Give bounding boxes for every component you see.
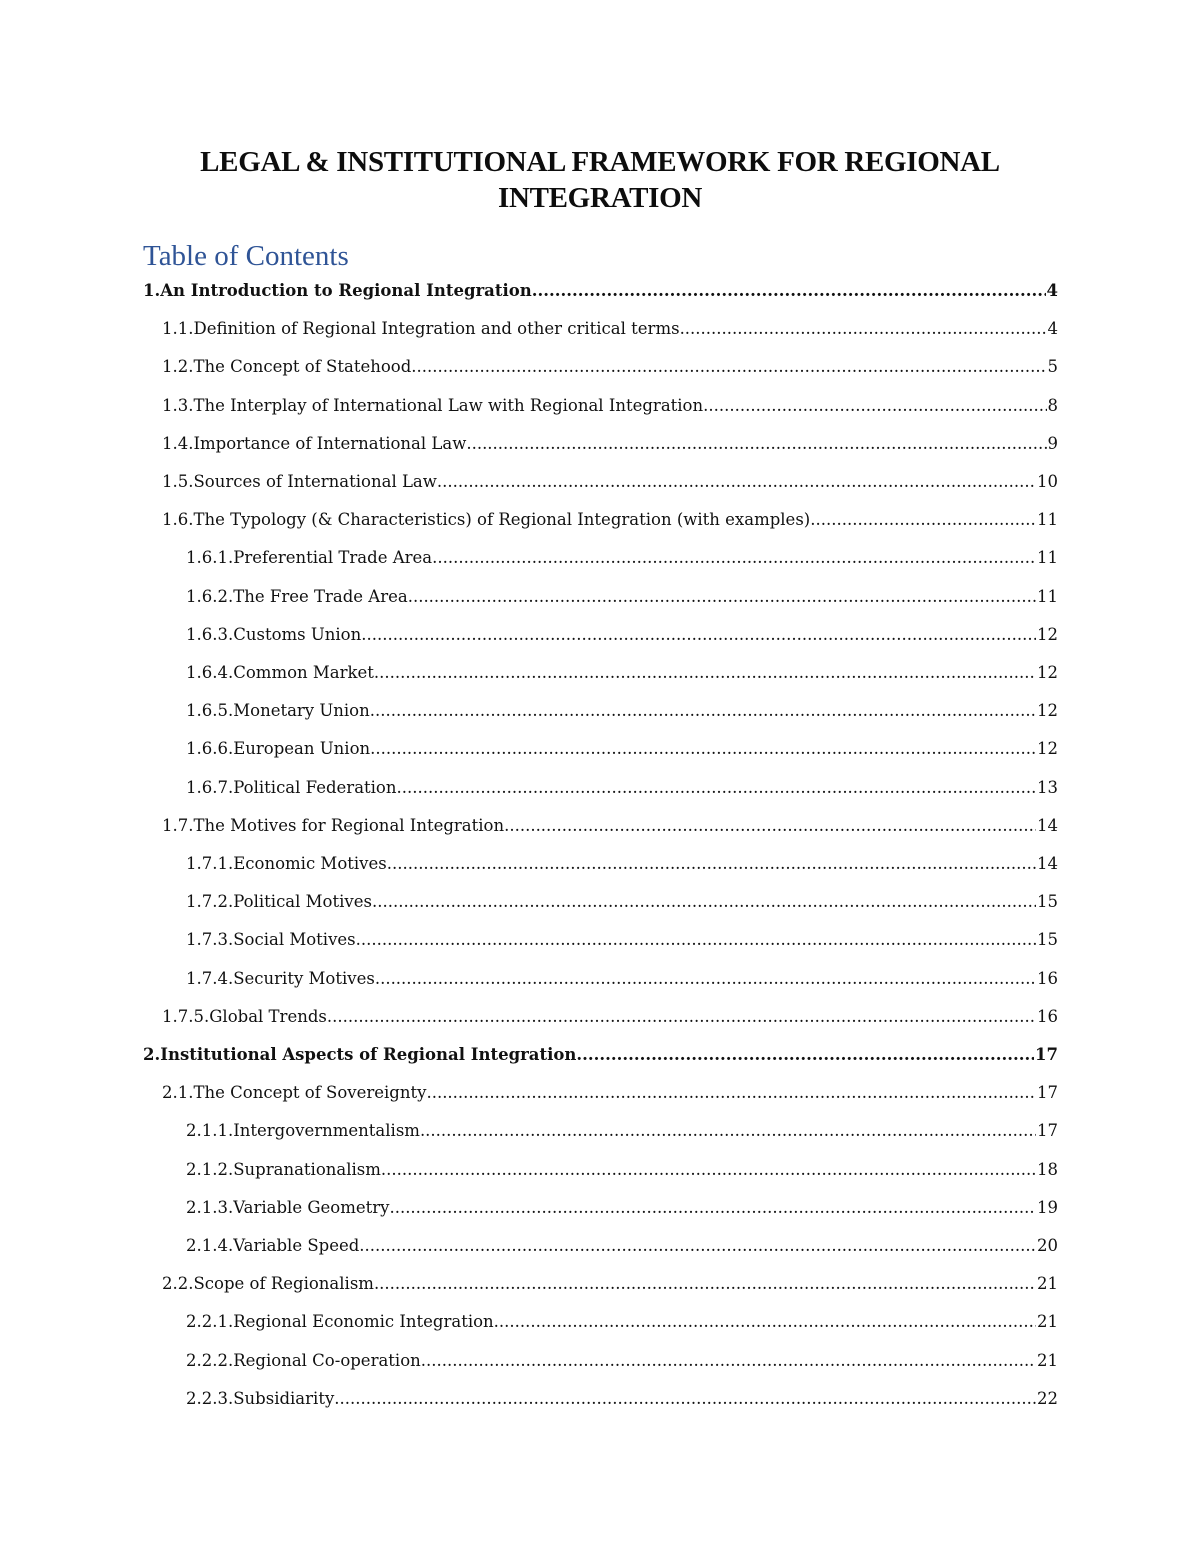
- toc-dot-leader: [374, 1269, 1036, 1299]
- toc-entry-page: 17: [1037, 1083, 1058, 1102]
- toc-entry-title: Institutional Aspects of Regional Integration: [160, 1045, 577, 1064]
- toc-entry-number: 2.2.3.: [186, 1389, 234, 1408]
- toc-entry-number: 1.6.5.: [186, 701, 234, 720]
- toc-entry-number: 1.4.: [162, 434, 194, 453]
- toc-entry[interactable]: [162, 811, 1058, 841]
- toc-dot-leader: [372, 887, 1036, 917]
- toc-entry-title: The Concept of Statehood: [193, 357, 412, 376]
- toc-entry-number: 1.2.: [162, 357, 194, 376]
- toc-entry-page: 14: [1037, 816, 1058, 835]
- toc-entry[interactable]: [186, 1193, 1058, 1223]
- toc-entry[interactable]: [162, 429, 1058, 459]
- toc-entry-page: 13: [1037, 778, 1058, 797]
- toc-entry[interactable]: [162, 1078, 1058, 1108]
- toc-dot-leader: [370, 734, 1036, 764]
- toc-entry-number: 1.6.6.: [186, 739, 234, 758]
- toc-entry-number: 2.2.1.: [186, 1312, 234, 1331]
- toc-entry-number: 1.1.: [162, 319, 194, 338]
- toc-entry[interactable]: [186, 734, 1058, 764]
- toc-entry-page: 16: [1037, 969, 1058, 988]
- toc-entry-number: 2.1.2.: [186, 1160, 234, 1179]
- toc-entry-number: 1.7.3.: [186, 930, 234, 949]
- toc-entry-page: 17: [1037, 1121, 1058, 1140]
- toc-entry-page: 21: [1037, 1351, 1058, 1370]
- toc-entry-title: The Motives for Regional Integration: [193, 816, 505, 835]
- toc-entry-page: 5: [1047, 357, 1058, 376]
- toc-dot-leader: [374, 658, 1036, 688]
- toc-entry[interactable]: [186, 1307, 1058, 1337]
- toc-dot-leader: [532, 276, 1046, 306]
- toc-entry[interactable]: [186, 887, 1058, 917]
- toc-dot-leader: [327, 1002, 1036, 1032]
- toc-entry-title: Sources of International Law: [193, 472, 437, 491]
- toc-entry[interactable]: [162, 467, 1058, 497]
- toc-entry-number: 2.: [143, 1045, 161, 1064]
- toc-entry[interactable]: [186, 582, 1058, 612]
- toc-dot-leader: [361, 620, 1036, 650]
- toc-entry-number: 1.7.4.: [186, 969, 234, 988]
- document-title: LEGAL & INSTITUTIONAL FRAMEWORK FOR REGIONAL INTEGRATION: [200, 146, 1000, 214]
- toc-entry-number: 2.1.4.: [186, 1236, 234, 1255]
- toc-dot-leader: [359, 1231, 1036, 1261]
- toc-entry[interactable]: [186, 773, 1058, 803]
- toc-entry-number: 1.3.: [162, 396, 194, 415]
- toc-entry-title: Global Trends: [209, 1007, 327, 1026]
- toc-dot-leader: [370, 696, 1036, 726]
- toc-dot-leader: [810, 505, 1036, 535]
- toc-entry-number: 1.6.2.: [186, 587, 234, 606]
- toc-entry-title: Regional Economic Integration: [233, 1312, 494, 1331]
- toc-entry[interactable]: [186, 849, 1058, 879]
- toc-entry-title: Economic Motives: [233, 854, 387, 873]
- toc-entry-number: 1.7.2.: [186, 892, 234, 911]
- toc-entry-title: Regional Co-operation: [233, 1351, 421, 1370]
- toc-entry[interactable]: [186, 696, 1058, 726]
- toc-entry-page: 16: [1037, 1007, 1058, 1026]
- toc-dot-leader: [421, 1346, 1036, 1376]
- toc-entry-page: 17: [1035, 1045, 1058, 1064]
- toc-entry-number: 1.7.1.: [186, 854, 234, 873]
- toc-entry-page: 11: [1037, 510, 1058, 529]
- toc-entry-number: 1.6.: [162, 510, 194, 529]
- toc-entry-page: 11: [1037, 587, 1058, 606]
- toc-entry-title: Monetary Union: [233, 701, 370, 720]
- toc-entry-title: European Union: [233, 739, 371, 758]
- toc-entry[interactable]: [162, 1269, 1058, 1299]
- toc-entry-title: The Interplay of International Law with Regional Integration: [193, 396, 704, 415]
- toc-entry-page: 12: [1037, 663, 1058, 682]
- toc-entry[interactable]: [186, 543, 1058, 573]
- toc-entry-title: Social Motives: [233, 930, 356, 949]
- toc-entry-title: The Typology (& Characteristics) of Regional Integration (with examples): [193, 510, 811, 529]
- toc-entry-page: 12: [1037, 701, 1058, 720]
- toc-entry-number: 2.2.2.: [186, 1351, 234, 1370]
- toc-entry-title: Subsidiarity: [233, 1389, 335, 1408]
- toc-dot-leader: [389, 1193, 1036, 1223]
- toc-entry-number: 1.5.: [162, 472, 194, 491]
- toc-dot-leader: [504, 811, 1036, 841]
- toc-entry-number: 1.6.4.: [186, 663, 234, 682]
- toc-entry[interactable]: [162, 352, 1058, 382]
- toc-entry-page: 4: [1046, 281, 1058, 300]
- toc-entry[interactable]: [186, 620, 1058, 650]
- toc-dot-leader: [437, 467, 1036, 497]
- toc-entry[interactable]: [186, 1231, 1058, 1261]
- toc-entry[interactable]: [186, 1155, 1058, 1185]
- toc-dot-leader: [680, 314, 1047, 344]
- toc-entry[interactable]: [162, 505, 1058, 535]
- toc-entry-number: 1.7.: [162, 816, 194, 835]
- toc-entry-title: Scope of Regionalism: [193, 1274, 374, 1293]
- toc-entry-title: Intergovernmentalism: [233, 1121, 420, 1140]
- toc-entry[interactable]: [143, 1040, 1058, 1070]
- toc-dot-leader: [576, 1040, 1034, 1070]
- toc-entry-title: An Introduction to Regional Integration: [160, 281, 532, 300]
- toc-entry[interactable]: [162, 391, 1058, 421]
- toc-dot-leader: [411, 352, 1046, 382]
- toc-dot-leader: [426, 1078, 1036, 1108]
- toc-entry[interactable]: [162, 1002, 1058, 1032]
- toc-entry-page: 4: [1047, 319, 1058, 338]
- toc-dot-leader: [432, 543, 1036, 573]
- toc-entry-title: Definition of Regional Integration and other critical terms: [193, 319, 680, 338]
- toc-dot-leader: [375, 964, 1036, 994]
- toc-entry-title: Customs Union: [233, 625, 362, 644]
- toc-dot-leader: [356, 925, 1036, 955]
- toc-dot-leader: [397, 773, 1037, 803]
- toc-entry-number: 2.1.3.: [186, 1198, 234, 1217]
- toc-entry-page: 15: [1037, 892, 1058, 911]
- toc-entry-number: 2.1.1.: [186, 1121, 234, 1140]
- toc-entry[interactable]: [186, 1346, 1058, 1376]
- toc-dot-leader: [408, 582, 1036, 612]
- toc-entry[interactable]: [162, 314, 1058, 344]
- toc-dot-leader: [387, 849, 1036, 879]
- toc-entry-title: Political Federation: [233, 778, 397, 797]
- toc-entry-page: 11: [1037, 548, 1058, 567]
- toc-dot-leader: [420, 1116, 1036, 1146]
- toc-entry-page: 20: [1037, 1236, 1058, 1255]
- toc-entry-page: 21: [1037, 1274, 1058, 1293]
- toc-entry-title: Supranationalism: [233, 1160, 381, 1179]
- toc-entry-page: 12: [1037, 739, 1058, 758]
- toc-entry-page: 14: [1037, 854, 1058, 873]
- toc-entry-page: 8: [1047, 396, 1058, 415]
- toc-entry-title: Variable Speed: [233, 1236, 360, 1255]
- toc-entry-number: 1.6.1.: [186, 548, 234, 567]
- toc-entry-page: 10: [1037, 472, 1058, 491]
- toc-entry-title: Preferential Trade Area: [233, 548, 433, 567]
- toc-entry-number: 1.6.3.: [186, 625, 234, 644]
- toc-entry-number: 1.: [143, 281, 161, 300]
- toc-entry-title: The Concept of Sovereignty: [193, 1083, 427, 1102]
- toc-dot-leader: [703, 391, 1046, 421]
- toc-entry-page: 18: [1037, 1160, 1058, 1179]
- toc-entry-title: Political Motives: [233, 892, 372, 911]
- toc-entry-number: 2.2.: [162, 1274, 194, 1293]
- toc-entry[interactable]: [186, 658, 1058, 688]
- toc-entry-page: 15: [1037, 930, 1058, 949]
- toc-entry-page: 9: [1047, 434, 1058, 453]
- toc-dot-leader: [494, 1307, 1036, 1337]
- toc-entry-page: 19: [1037, 1198, 1058, 1217]
- toc-heading: Table of Contents: [143, 240, 349, 272]
- toc-entry[interactable]: [143, 276, 1058, 306]
- toc-entry-title: Importance of International Law: [193, 434, 467, 453]
- toc-dot-leader: [466, 429, 1046, 459]
- toc-entry[interactable]: [186, 1384, 1058, 1414]
- toc-entry-title: Common Market: [233, 663, 374, 682]
- toc-entry-page: 12: [1037, 625, 1058, 644]
- toc-dot-leader: [334, 1384, 1036, 1414]
- toc-entry-title: Security Motives: [233, 969, 375, 988]
- toc-entry-page: 21: [1037, 1312, 1058, 1331]
- toc-dot-leader: [381, 1155, 1036, 1185]
- toc-entry-title: Variable Geometry: [233, 1198, 390, 1217]
- toc-entry[interactable]: [186, 1116, 1058, 1146]
- toc-entry-number: 1.6.7.: [186, 778, 234, 797]
- toc-entry-number: 2.1.: [162, 1083, 194, 1102]
- toc-entry-title: The Free Trade Area: [233, 587, 408, 606]
- toc-entry-page: 22: [1037, 1389, 1058, 1408]
- toc-entry[interactable]: [186, 964, 1058, 994]
- toc-entry-number: 1.7.5.: [162, 1007, 210, 1026]
- toc-entry[interactable]: [186, 925, 1058, 955]
